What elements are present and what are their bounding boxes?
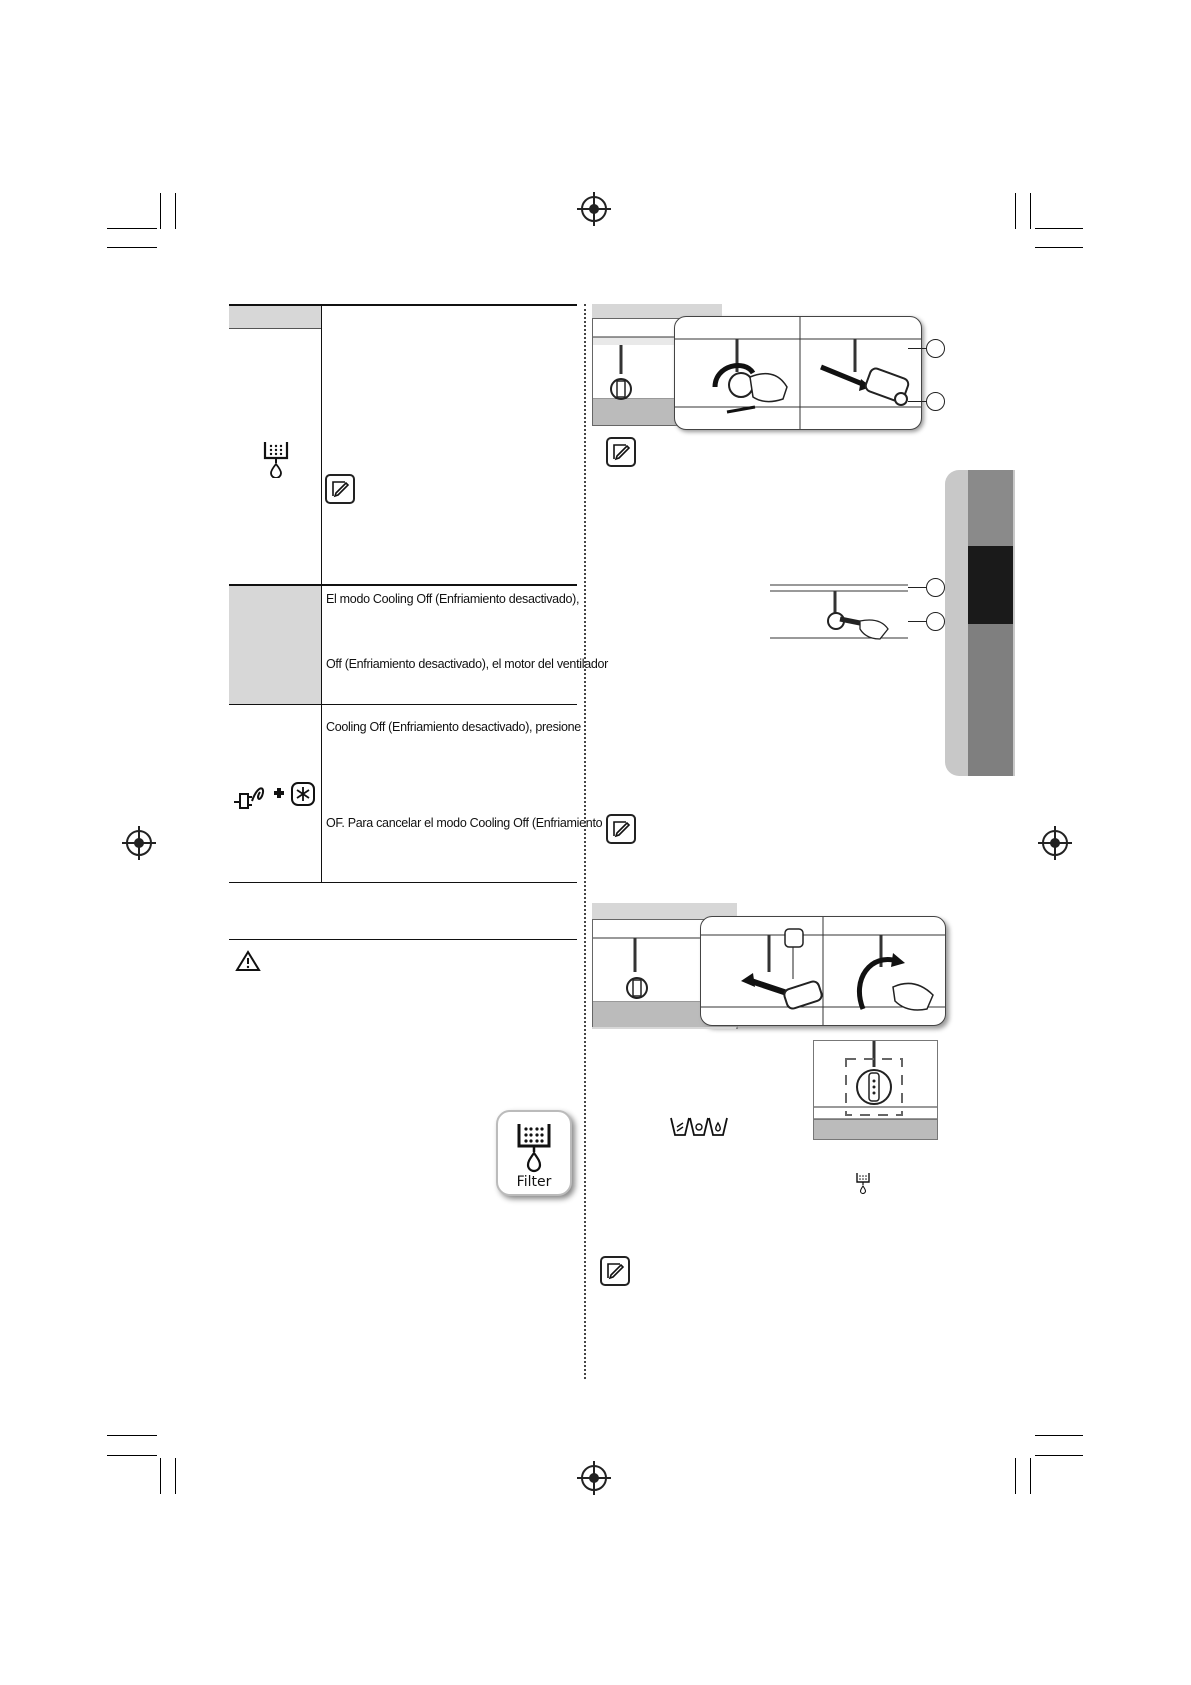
crop-mark [160,1458,161,1494]
filter-removal-zoom [674,316,922,430]
table-column-divider [321,306,322,882]
callout-label-2 [926,612,945,631]
crop-mark [1035,247,1083,248]
callout-line [908,587,926,588]
note-icon [325,474,355,504]
crop-mark [107,247,157,248]
registration-mark [581,196,607,222]
callout-line [908,348,926,349]
cooling-off-instruction-line-1: Cooling Off (Enfriamiento desactivado), presione [326,720,581,734]
filter-install-zoom [700,916,946,1026]
note-icon [600,1256,630,1286]
crop-mark [107,1435,157,1436]
filter-button[interactable] [496,1110,572,1196]
registration-mark [1042,830,1068,856]
filter-row-icon [262,440,290,478]
registration-mark [126,830,152,856]
side-tab-lower [968,624,1013,776]
callout-line [908,621,926,622]
crop-mark [1035,1455,1083,1456]
cooling-off-label-cell [229,586,321,704]
filter-cap-illustration [770,563,920,653]
filter-button-label: Filter [516,1174,552,1190]
warning-icon [235,950,261,972]
water-filter-icon [498,1118,570,1176]
table-bottom-rule [229,882,577,883]
side-tab-active [968,546,1013,624]
note-icon [606,437,636,467]
row-rule [229,704,577,705]
table-header-cell [229,306,321,328]
table-header-rule [229,328,321,329]
water-filter-icon [262,440,290,478]
crop-mark [107,1455,157,1456]
callout-label-1 [926,578,945,597]
side-tab-mid [968,470,1013,546]
cooling-off-text-line-1: El modo Cooling Off (Enfriamiento desactivado), [326,592,580,606]
column-divider [584,304,586,1379]
cooling-off-instruction-line-2: OF. Para cancelar el modo Cooling Off (Enfriamiento [326,816,603,830]
water-filter-icon [855,1172,871,1194]
crop-mark [1015,1458,1016,1494]
crop-mark [1035,1435,1083,1436]
callout-label-2 [926,392,945,411]
cooling-off-text-line-2: Off (Enfriamiento desactivado), el motor del ventilador [326,657,609,671]
crop-mark [107,228,157,229]
registration-mark [581,1465,607,1491]
caution-top-rule [229,939,577,940]
crop-mark [1035,228,1083,229]
crop-mark [160,193,161,229]
crop-mark [1030,1458,1031,1494]
dispenser-mode-icons [669,1115,729,1137]
crop-mark [175,193,176,229]
callout-line [908,401,926,402]
section-tab-bottom [592,1027,736,1029]
power-plus-freeze-icon [232,780,317,810]
filter-alignment-illustration [813,1040,938,1140]
note-icon [606,814,636,844]
crop-mark [175,1458,176,1494]
crop-mark [1030,193,1031,229]
crop-mark [1015,193,1016,229]
callout-label-1 [926,339,945,358]
